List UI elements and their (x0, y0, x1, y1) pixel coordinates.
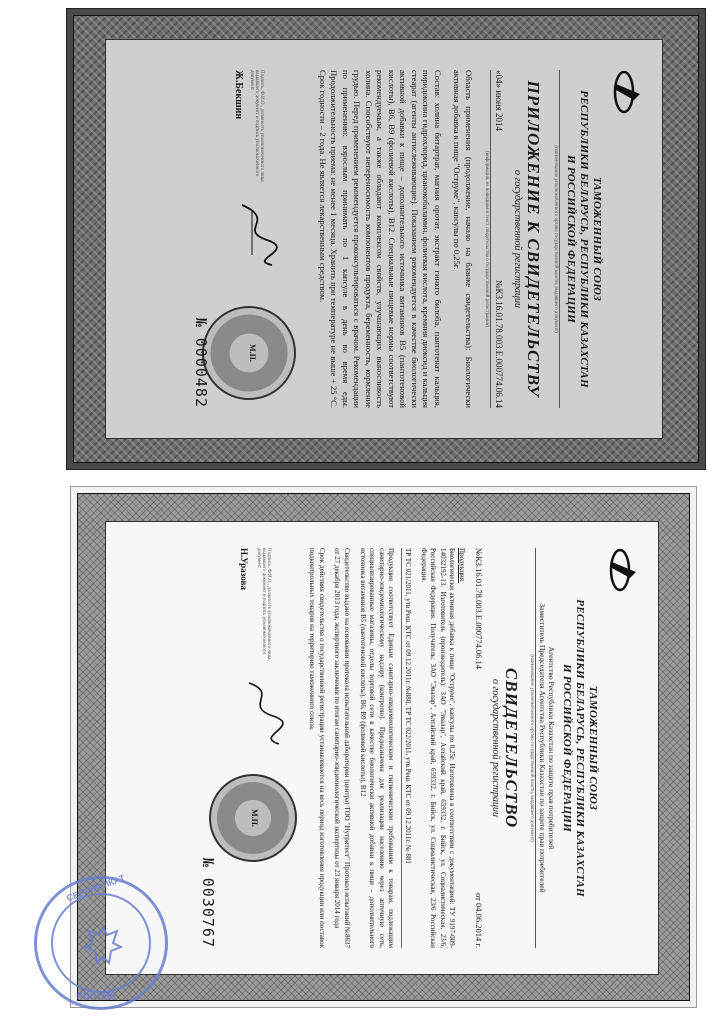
signature-icon (237, 678, 287, 748)
document-subtitle: о государственной регистрации (512, 169, 523, 309)
customs-union-logo-icon (606, 548, 640, 592)
appendix-certificate-sheet (66, 8, 706, 470)
blue-certification-stamp (34, 872, 168, 1010)
org-line: ТАМОЖЕННЫЙ СОЮЗ (587, 685, 599, 811)
meta-note: (информация, не вошедшая в текст свидетельства о государственной регистрации) (484, 70, 491, 408)
issue-date: «04» июня 2014 (494, 70, 504, 131)
registration-number: №КЗ.16.01.78.003.Е.000774.06.14 (474, 548, 484, 669)
scope-text: Продукция соответствует Единым санитарно-эпидемиологическим и гигиеническим требованиям к товарам, подлежащим санитарно-эпидемиологическому надзору (контролю). Предназначена для реализации населению через аптечную сеть, специализированные магазины, отделы торговой сети в качестве биологически активной добавки к пище – дополнительного источника витаминов В5 (пантотеновой кислоты), В6, В9 (фолиевой кислоты), В12 (358, 548, 396, 948)
org-line: ТАМОЖЕННЫЙ СОЮЗ (591, 176, 603, 302)
stamp-ring-text: РОССИЯ (77, 991, 116, 1001)
seal-label: М.П. (250, 809, 260, 827)
signature-icon (233, 200, 283, 270)
appendix-rotated-content (106, 40, 662, 438)
appendix-content-area (105, 39, 663, 439)
serial-number: № 0030767 (198, 857, 217, 948)
stamp-ring-text: СЕРТИФИКАТ (65, 872, 127, 904)
serial-number: № 0000482 (192, 317, 211, 408)
customs-union-logo-icon (610, 70, 644, 114)
application-area-text: Область применения (продолжение, начало на бланке свидетельства): Биологически активная добавка к пище "Оструме", капсулы по 0,25г. (452, 70, 474, 408)
product-description: Биологически активная добавка к пище "Оструме", капсулы по 0,25г. Изготовлена в соответствии с документацией: ТУ 9197-009-14032192-13. Изготовитель (производитель): ЗАО "Эвалар", Алтайский край, 659332, г. Бийск, ул. Социалистическая, 23/6, Российская Федерация. Получатель: ЗАО "Эвалар", Алтайский край, 659332, г. Бийск, ул. Социалистическая, 23/6 Российская Федерация. (419, 548, 457, 948)
certificate-content-area (105, 521, 659, 975)
agency-line: Заместитель Председателя Агентства Республики Казахстан по защите прав потребителей (538, 603, 547, 893)
signer-name: Н.Уразова (238, 548, 249, 590)
document-title: ПРИЛОЖЕНИЕ К СВИДЕТЕЛЬСТВУ (524, 80, 543, 398)
org-line: И РОССИЙСКОЙ ФЕДЕРАЦИИ (565, 154, 577, 324)
compliance-text: ТР ТС 021/2011, утв.Реш. КТС от 09.12.2011г. №880, ТР ТС 022/2011, утв.Реш. КТС от 09.12.2011г. № 881 (401, 548, 412, 948)
signer-name: Ж.Бекшин (233, 70, 245, 120)
issue-month: июня (494, 90, 504, 111)
authority-note: (наименование уполномоченного органа государственной власти, выдавшего документ) (553, 70, 560, 408)
signer-note: Подпись, Ф.И.О., должность уполномоченного лица, выдавшего документ и подпись уполномоченного документ (255, 548, 271, 661)
validity-text: Срок действия свидетельства о государственной регистрации устанавливается на весь период изготовления продукции или поставок подконтрольных товаров на территорию таможенного союза. (308, 548, 326, 948)
composition-text: Состав: холина битартрат, магния оротат, экстракт гинкго билоба, пантотенат кальция, пиридоксина гидрохлорид, цианокобаламин, фолиевая кислота, кремния диоксид и кальция стеарат (агенты антислеживающие). Показанием рекомендуется в качестве биологически активной добавки к пище – дополнительного источника витаминов В5 (пантотеновой кислоты), В6, В9 (фолиевой кислоты), В12. Специальные пищевые нормы соответствуют рекомендуемым, а также обладают комплексом свойств, улучшающих выносливость холина. Способствуют непереносимость компонентов продукта, беременность, кормление грудью. Перед применением рекомендуется проконсультироваться с врачом. Рекомендации по применению: взрослым принимать по 1 капсуле в день во время еды. Продолжительность приема: не менее 1 месяца. Хранить при температуре не выше + 25 °С. Срок годности – 2 года. Не является лекарственным средством. (318, 70, 443, 408)
org-line: РЕСПУБЛИКИ БЕЛАРУСЬ, РЕСПУБЛИКИ КАЗАХСТАН (578, 90, 590, 388)
official-seal (209, 774, 297, 862)
basis-text: Свидетельство выдано на основании протокола испытательной лаборатории (центра) ТОО "Нутритест" Протокол испытаний №8637 от 27 декабря 2013 года, экспертного заключения по итогам санитарно-эпидемиологической экспертизы от 23 января 2014 года (333, 548, 352, 948)
org-line: РЕСПУБЛИКИ БЕЛАРУСЬ, РЕСПУБЛИКИ КАЗАХСТАН (574, 599, 586, 897)
authority-note: (наименование уполномоченного органа государственной власти, выдавшего документ) (529, 548, 536, 948)
document-title: СВИДЕТЕЛЬСТВО (502, 667, 521, 829)
document-subtitle: о государственной регистрации (490, 678, 501, 818)
official-seal (203, 306, 297, 400)
seal-label: М.П. (247, 344, 257, 362)
registration-number: №КЗ.16.01.78.003.Е.000774.06.14 (494, 279, 504, 408)
eagle-emblem-icon (83, 923, 123, 967)
certificate-rotated-content (106, 522, 658, 974)
issue-year: 2014 (494, 113, 504, 131)
product-label: Продукция: (458, 548, 466, 583)
issue-day: 04 (494, 74, 504, 84)
org-line: И РОССИЙСКОЙ ФЕДЕРАЦИИ (561, 663, 573, 833)
agency-line: Агентство Республики Казахстан по защите прав потребителей (547, 646, 556, 850)
registration-date: от 04.06.2014 г. (474, 892, 484, 948)
signer-note: Подпись, Ф.И.О., должность уполномоченного лица, выдавшего документ и подпись уполномоченного документ (249, 70, 265, 183)
